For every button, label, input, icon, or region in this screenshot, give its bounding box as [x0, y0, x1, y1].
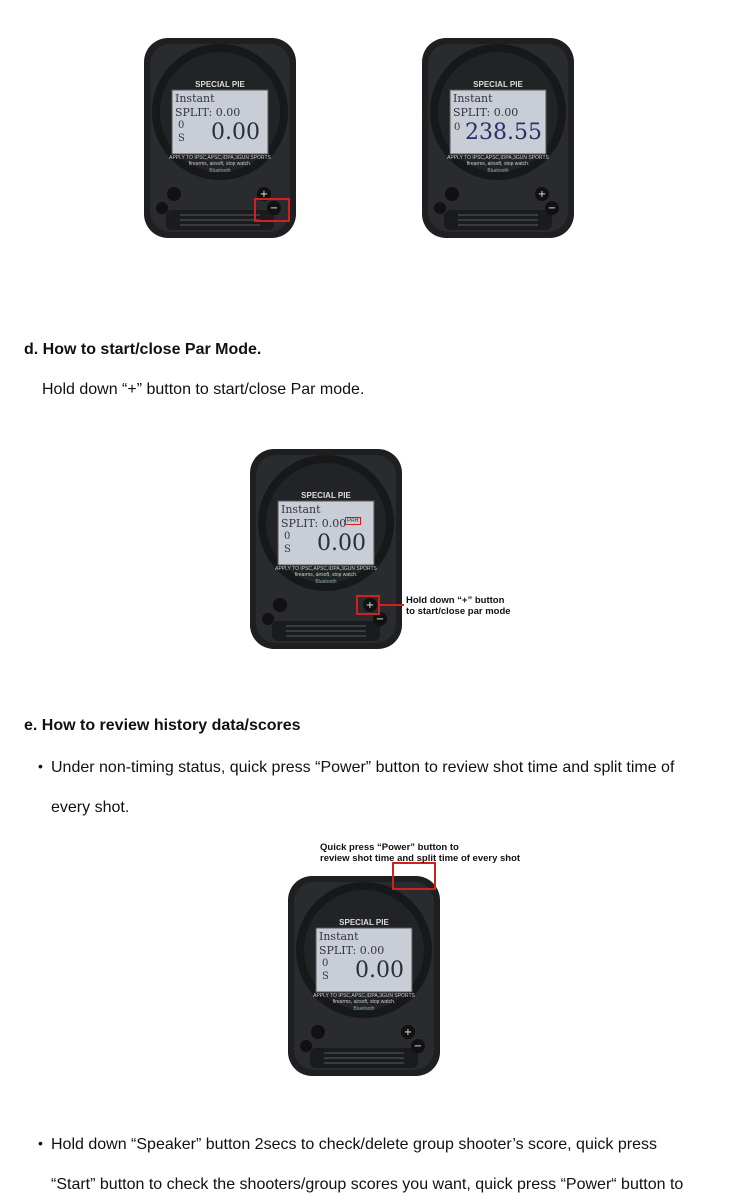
timer-1-screen	[172, 90, 268, 154]
bullet-1-marker: •	[38, 758, 43, 774]
svg-text:−: −	[547, 203, 557, 214]
timer-3-par-indicator: PAR	[347, 518, 359, 524]
timer-2-screen	[450, 90, 546, 154]
timer-1-brand: SPECIAL PIE	[195, 80, 245, 89]
timer-2-split: SPLIT: 0.00	[453, 106, 519, 119]
timer-2-brand: SPECIAL PIE	[473, 80, 523, 89]
section-e-heading: e. How to review history data/scores	[24, 717, 301, 734]
plus-annotation	[406, 595, 511, 617]
timer-1-apply2: firearms, airsoft, stop watch.	[188, 161, 252, 167]
timer-2-mode: Instant	[453, 92, 493, 105]
plus-button-highlight	[356, 595, 380, 615]
timer-3-screen	[278, 501, 374, 565]
timer-1-s: S	[178, 133, 185, 144]
timer-1-bluetooth: Bluetooth	[209, 168, 231, 174]
section-d-heading: d. How to start/close Par Mode.	[24, 341, 262, 358]
power-button-highlight	[392, 862, 436, 890]
timer-2-bluetooth: Bluetooth	[487, 168, 509, 174]
bullet-2-line2: “Start” button to check the shooters/group scores you want, quick press “Power“ button to	[51, 1176, 684, 1193]
svg-text:+: +	[365, 600, 375, 611]
timer-1-time: 0.00	[211, 120, 260, 145]
timer-2-apply: APPLY TO IPSC,APSC,IDPA,3GUN SPORTS	[447, 155, 549, 161]
minus-button-highlight	[254, 198, 290, 222]
power-annotation-line2: review shot time and split time of every shot	[320, 853, 521, 864]
plus-callout-line	[380, 604, 404, 606]
timer-1-shots: 0	[178, 120, 185, 131]
timer-2-time: 238.55	[465, 120, 542, 145]
timer-1-apply: APPLY TO IPSC,APSC,IDPA,3GUN SPORTS	[169, 155, 271, 161]
timer-3-s: S	[284, 544, 291, 555]
timer-3-bluetooth: Bluetooth	[315, 579, 337, 585]
bullet-2-marker: •	[38, 1135, 43, 1151]
bullet-1-line1: Under non-timing status, quick press “Power” button to review shot time and split time of	[51, 759, 675, 776]
timer-3-split: SPLIT: 0.00	[281, 517, 347, 530]
bullet-1-line2: every shot.	[51, 799, 130, 816]
timer-2-apply2: firearms, airsoft, stop watch.	[466, 161, 530, 167]
timer-4-bluetooth: Bluetooth	[353, 1006, 375, 1012]
power-annotation	[320, 842, 520, 864]
timer-3-shots: 0	[284, 531, 291, 542]
timer-4-time: 0.00	[355, 958, 404, 983]
timer-4-split: SPLIT: 0.00	[319, 944, 385, 957]
power-annotation-line1: Quick press “Power” button to	[320, 842, 459, 853]
timer-4-apply2: firearms, airsoft, stop watch.	[332, 999, 396, 1005]
timer-4-screen	[316, 928, 412, 992]
svg-text:−: −	[375, 614, 385, 625]
svg-text:+: +	[259, 189, 269, 200]
timer-4-shots: 0	[322, 958, 329, 969]
section-d-text: Hold down “+” button to start/close Par mode.	[42, 381, 365, 398]
plus-annotation-line1: Hold down “+” button	[406, 595, 505, 606]
timer-1-split: SPLIT: 0.00	[175, 106, 241, 119]
bullet-2-line1: Hold down “Speaker” button 2secs to check/delete group shooter’s score, quick press	[51, 1136, 657, 1153]
timer-4-brand: SPECIAL PIE	[339, 918, 389, 927]
plus-annotation-line2: to start/close par mode	[406, 606, 511, 617]
svg-text:−: −	[269, 203, 279, 214]
timer-3-mode: Instant	[281, 503, 321, 516]
svg-text:+: +	[537, 189, 547, 200]
svg-text:+: +	[403, 1027, 413, 1038]
timer-3-apply: APPLY TO IPSC,APSC,IDPA,3GUN SPORTS	[275, 566, 377, 572]
timer-3-brand: SPECIAL PIE	[301, 491, 351, 500]
timer-2-shots: 0	[454, 122, 461, 133]
timer-1-mode: Instant	[175, 92, 215, 105]
svg-text:−: −	[413, 1041, 423, 1052]
timer-4-mode: Instant	[319, 930, 359, 943]
timer-3-time: 0.00	[317, 531, 366, 556]
timer-4-apply: APPLY TO IPSC,APSC,IDPA,3GUN SPORTS	[313, 993, 415, 999]
timer-3-apply2: firearms, airsoft, stop watch.	[294, 572, 358, 578]
timer-4-s: S	[322, 971, 329, 982]
